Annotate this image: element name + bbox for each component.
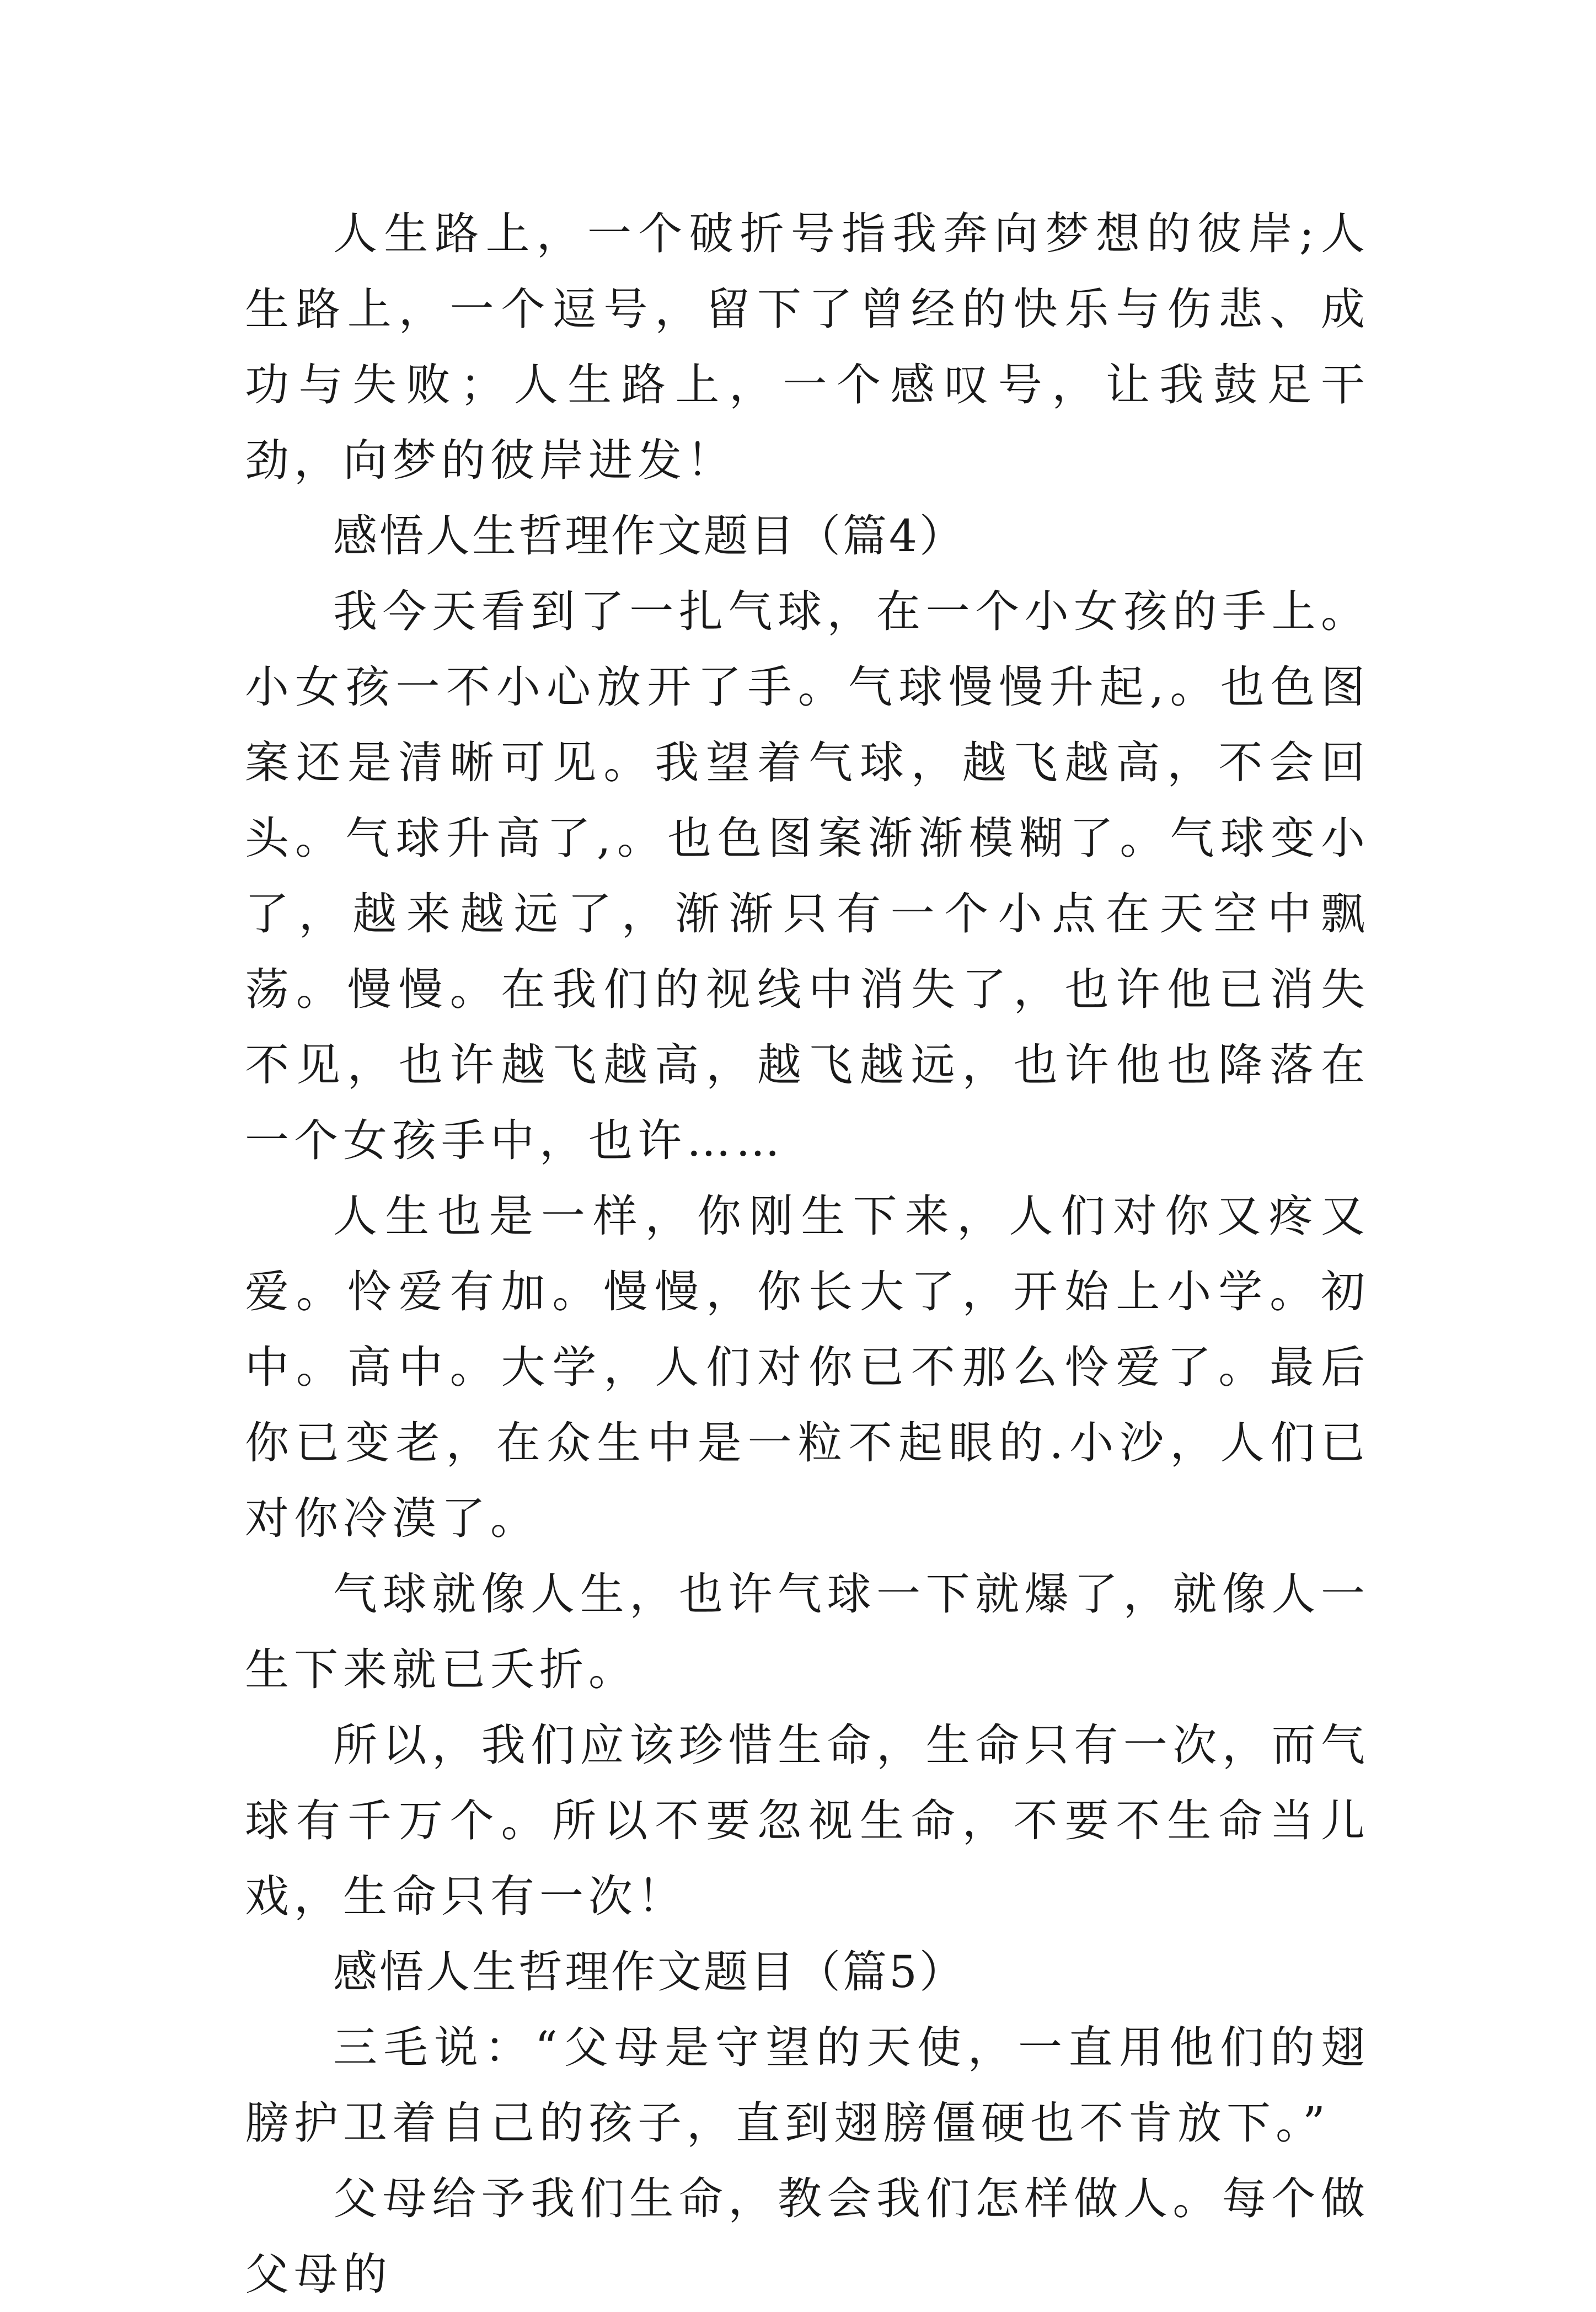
- paragraph-life-same: 人生也是一样，你刚生下来，人们对你又疼又爱。怜爱有加。慢慢，你长大了，开始上小学。初中。高中。大学，人们对你已不那么怜爱了。最后你已变老，在众生中是一粒不起眼的.小沙，人们已对你冷漠了。: [245, 1190, 1370, 1544]
- paragraph-balloon-life: 气球就像人生，也许气球一下就爆了，就像人一生下来就已夭折。: [245, 1568, 1370, 1695]
- paragraph-parents: 父母给予我们生命，教会我们怎样做人。每个做父母的: [245, 2173, 1370, 2300]
- paragraph-life-road: 人生路上，一个破折号指我奔向梦想的彼岸;人生路上，一个逗号，留下了曾经的快乐与伤悲、成功与失败；人生路上，一个感叹号，让我鼓足干劲，向梦的彼岸进发！: [245, 208, 1370, 486]
- paragraph-balloon: 我今天看到了一扎气球，在一个小女孩的手上。小女孩一不小心放开了手。气球慢慢升起,。也色图案还是清晰可见。我望着气球，越飞越高，不会回头。气球升高了,。也色图案渐渐模糊了。气球变小了，越来越远了，渐渐只有一个小点在天空中飘荡。慢慢。在我们的视线中消失了，也许他已消失不见，也许越飞越高，越飞越远，也许他也降落在一个女孩手中，也许……: [245, 586, 1370, 1166]
- paragraph-cherish-life: 所以，我们应该珍惜生命，生命只有一次，而气球有千万个。所以不要忽视生命，不要不生命当儿戏，生命只有一次！: [245, 1720, 1370, 1922]
- document-body: [245, 196, 1370, 2312]
- paragraph-sanmao-quote: 三毛说：“父母是守望的天使，一直用他们的翅膀护卫着自己的孩子，直到翅膀僵硬也不肯放下。”: [245, 2022, 1370, 2149]
- section-heading-4: 感悟人生哲理作文题目（篇4）: [333, 510, 966, 562]
- section-heading-5: 感悟人生哲理作文题目（篇5）: [333, 1946, 966, 1998]
